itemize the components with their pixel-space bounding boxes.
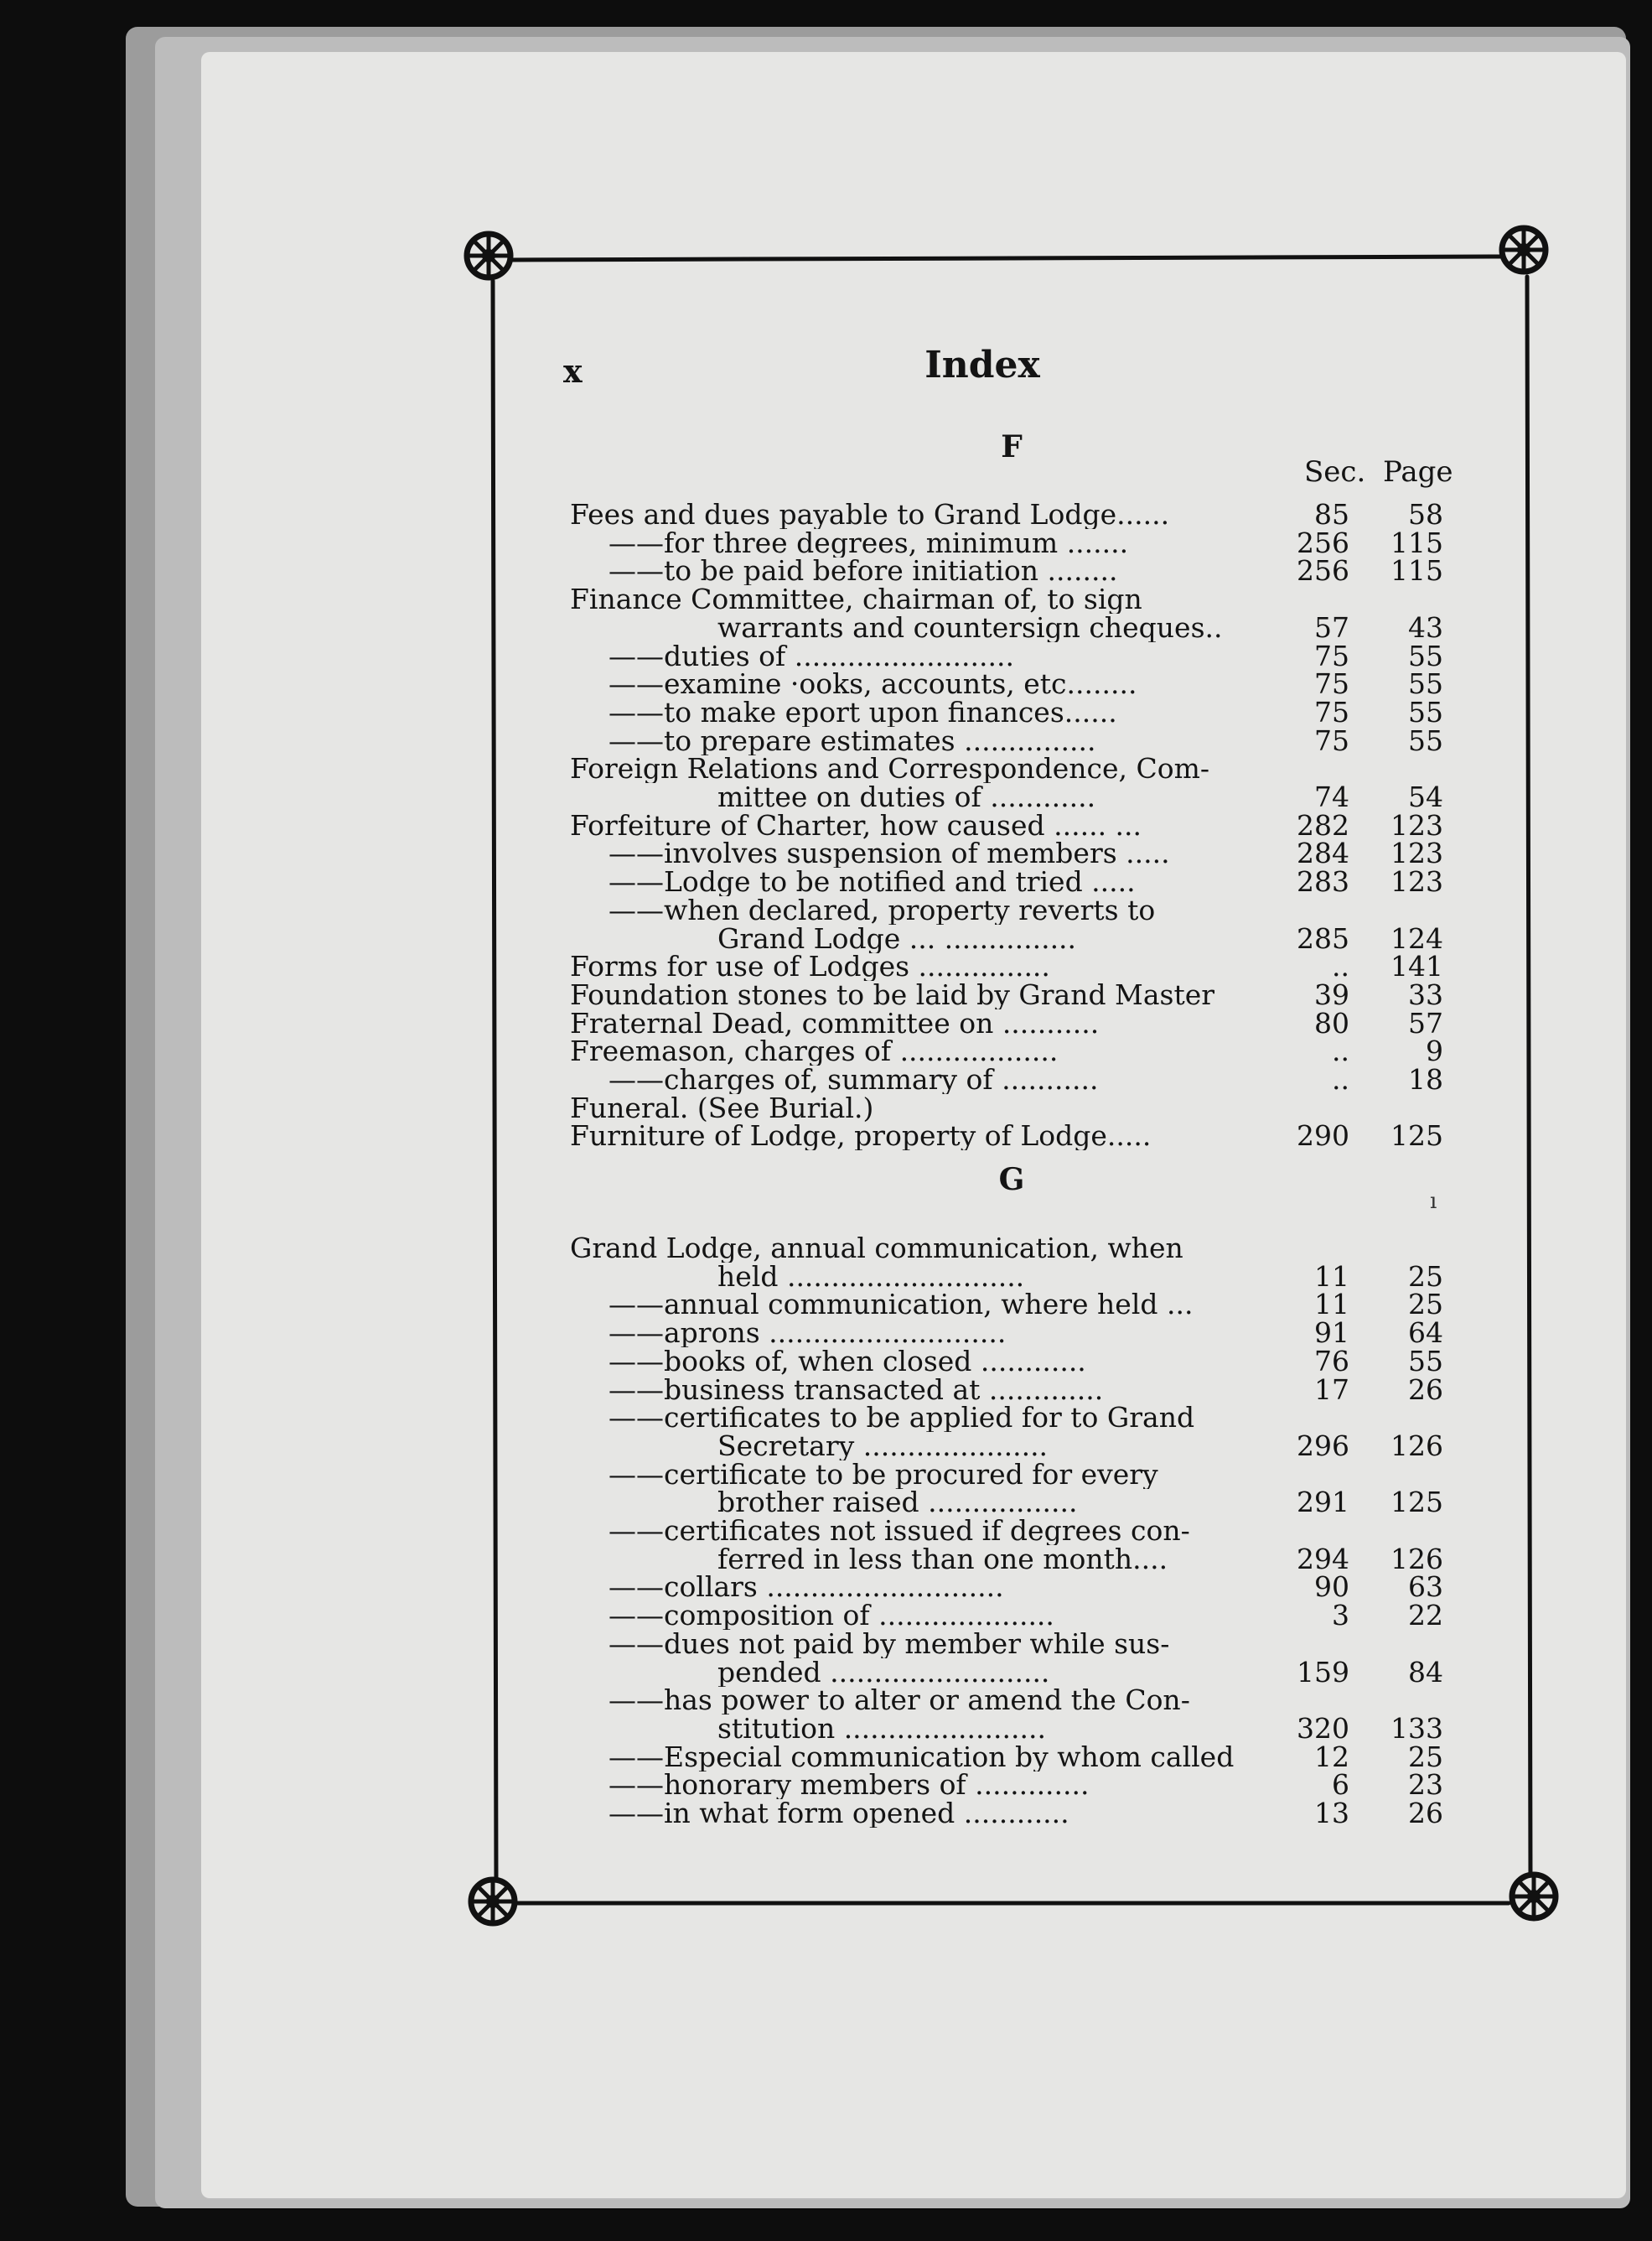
- index-entry-page-number: 57: [1408, 1006, 1443, 1040]
- index-entry: [570, 1316, 1467, 1350]
- index-entry-section-number: 57: [1314, 610, 1349, 644]
- index-entry: [570, 978, 1467, 1011]
- index-entry: [570, 1460, 1467, 1489]
- index-entry-page-number: 55: [1408, 695, 1443, 729]
- index-entry-text: ——certificates not issued if degrees con-: [608, 1517, 1190, 1545]
- index-entry-page-number: 25: [1408, 1288, 1443, 1321]
- index-entry-section-number: 284: [1297, 837, 1349, 870]
- index-entry: [570, 1119, 1467, 1153]
- index-entry: [570, 1601, 1467, 1630]
- index-entry: [570, 783, 1467, 812]
- index-entry: [570, 1006, 1467, 1040]
- index-entry-section-number: 12: [1314, 1740, 1349, 1773]
- index-entry-text: ——in what form opened ............: [608, 1799, 1069, 1828]
- index-entry: [570, 1290, 1467, 1319]
- index-entry: [570, 921, 1467, 955]
- index-entry: [570, 1234, 1467, 1263]
- page-header: [563, 344, 1401, 394]
- index-entry: [570, 1711, 1467, 1745]
- index-entry-text: warrants and countersign cheques..: [717, 613, 1223, 642]
- index-entry: [570, 1799, 1467, 1828]
- index-entry-text: ——involves suspension of members .....: [608, 839, 1170, 869]
- index-entry: [570, 896, 1467, 925]
- index-entry-page-number: 55: [1408, 724, 1443, 757]
- index-entry-text: Funeral. (See Burial.): [570, 1093, 874, 1123]
- index-entry-page-number: 23: [1408, 1768, 1443, 1802]
- index-entry: [570, 1372, 1467, 1406]
- index-entry-text: ——certificate to be procured for every: [608, 1460, 1158, 1489]
- index-entry-section-number: 17: [1314, 1372, 1349, 1406]
- index-entry-section-number: 80: [1314, 1006, 1349, 1040]
- index-entry-page-number: 125: [1390, 1486, 1443, 1519]
- index-entry-page-number: 64: [1408, 1316, 1443, 1350]
- index-entry-text: ——when declared, property reverts to: [608, 895, 1156, 925]
- index-entry-text: ——dues not paid by member while sus-: [608, 1629, 1170, 1658]
- index-entry-text: ——collars ...........................: [608, 1573, 1004, 1602]
- index-entry-page-number: 25: [1408, 1740, 1443, 1773]
- index-entry: [570, 639, 1467, 672]
- index-entry-page-number: 115: [1390, 526, 1443, 559]
- index-entry-text: held ...........................: [717, 1262, 1025, 1291]
- index-entry-section-number: 11: [1314, 1288, 1349, 1321]
- index-entry-section-number: 74: [1314, 781, 1349, 813]
- index-entry-section-number: 91: [1314, 1316, 1349, 1350]
- index-entry-text: mittee on duties of ............: [717, 783, 1096, 812]
- index-entry: [570, 1655, 1467, 1689]
- index-entry-section-number: ..: [1332, 1035, 1349, 1068]
- index-entry-section-number: 296: [1297, 1429, 1349, 1462]
- index-entry: [570, 1429, 1467, 1462]
- index-entry-page-number: 123: [1390, 808, 1443, 842]
- index-entry-text: ——to make eport upon finances......: [608, 698, 1117, 727]
- index-entry-section-number: 290: [1297, 1119, 1349, 1153]
- index-entry: [570, 1570, 1467, 1604]
- index-entry: [570, 808, 1467, 842]
- index-entry-page-number: 43: [1408, 610, 1443, 644]
- page-folio: x: [563, 352, 583, 390]
- index-entry-section-number: 76: [1314, 1344, 1349, 1377]
- index-entry: [570, 667, 1467, 701]
- index-entry: [570, 585, 1467, 614]
- index-entry: [570, 1037, 1467, 1066]
- index-entry-page-number: 33: [1408, 978, 1443, 1011]
- index-entry: [570, 724, 1467, 757]
- index-entry-page-number: 84: [1408, 1655, 1443, 1689]
- index-entry-text: Forms for use of Lodges ...............: [570, 952, 1050, 982]
- index-entry-text: ——duties of .........................: [608, 641, 1014, 671]
- index-entry-section-number: ..: [1332, 1063, 1349, 1096]
- index-entry-text: ——annual communication, where held ...: [608, 1290, 1194, 1320]
- index-entry-text: Finance Committee, chairman of, to sign: [570, 585, 1142, 615]
- index-entry-section-number: 283: [1297, 865, 1349, 899]
- index-entry: [570, 865, 1467, 899]
- index-entry-text: Freemason, charges of ..................: [570, 1037, 1059, 1066]
- index-entry-text: Secretary .....................: [717, 1431, 1049, 1460]
- index-entry: [570, 755, 1467, 783]
- index-entry-page-number: 123: [1390, 865, 1443, 899]
- index-entry-section-number: 282: [1297, 808, 1349, 842]
- index-entry-section-number: 75: [1314, 695, 1349, 729]
- index-entry-text: ferred in less than one month....: [717, 1544, 1168, 1574]
- index-entry-text: ——Lodge to be notified and tried .....: [608, 868, 1136, 897]
- index-entry: [570, 1542, 1467, 1575]
- index-entry-page-number: 125: [1390, 1119, 1443, 1153]
- index-entry: [570, 1488, 1467, 1517]
- index-entry-page-number: 22: [1408, 1599, 1443, 1632]
- index-entry-text: Foundation stones to be laid by Grand Master: [570, 980, 1215, 1009]
- index-entry-page-number: 133: [1390, 1711, 1443, 1745]
- index-entry: [570, 554, 1467, 588]
- index-entry-page-number: 18: [1408, 1063, 1443, 1096]
- index-entry-page-number: 55: [1408, 639, 1443, 672]
- index-entry-section-number: 159: [1297, 1655, 1349, 1689]
- index-entry: [570, 1517, 1467, 1545]
- index-entry: [570, 1686, 1467, 1714]
- index-entry: [570, 1768, 1467, 1802]
- stray-mark: ı: [1430, 1189, 1437, 1214]
- index-entry: [570, 1094, 1467, 1123]
- index-entry-text: ——books of, when closed ............: [608, 1346, 1086, 1376]
- section-letter-g: G: [998, 1162, 1025, 1197]
- section-letter-f: F: [1001, 429, 1023, 464]
- index-entry-text: stitution .......................: [717, 1714, 1046, 1743]
- index-entry-section-number: 3: [1332, 1599, 1349, 1632]
- index-entry: [570, 1403, 1467, 1432]
- index-entry-section-number: 11: [1314, 1259, 1349, 1293]
- index-entry-page-number: 26: [1408, 1372, 1443, 1406]
- index-entry-section-number: 13: [1314, 1797, 1349, 1829]
- index-entry-section-number: 291: [1297, 1486, 1349, 1519]
- column-header-page: Page: [1383, 455, 1453, 489]
- index-entry: [570, 695, 1467, 729]
- page-title: Index: [924, 344, 1040, 386]
- index-entry-text: ——to prepare estimates ...............: [608, 726, 1096, 755]
- index-entry: [570, 1259, 1467, 1293]
- index-entry-section-number: 294: [1297, 1542, 1349, 1575]
- index-entry-page-number: 123: [1390, 837, 1443, 870]
- index-entry-text: ——honorary members of .............: [608, 1771, 1090, 1800]
- index-entry-section-number: 6: [1332, 1768, 1349, 1802]
- index-entry-section-number: 39: [1314, 978, 1349, 1011]
- index-entry-page-number: 55: [1408, 1344, 1443, 1377]
- index-entry-page-number: 55: [1408, 667, 1443, 701]
- index-entry-text: Forfeiture of Charter, how caused ...... ...: [570, 811, 1142, 840]
- index-entry-section-number: 75: [1314, 724, 1349, 757]
- index-entry-page-number: 25: [1408, 1259, 1443, 1293]
- index-entry-section-number: ..: [1332, 950, 1349, 983]
- index-entry-section-number: 256: [1297, 554, 1349, 588]
- index-entry-text: Grand Lodge, annual communication, when: [570, 1234, 1183, 1263]
- index-entry-text: Fees and dues payable to Grand Lodge......: [570, 501, 1170, 529]
- index-entry-section-number: 85: [1314, 498, 1349, 531]
- index-entry-text: Grand Lodge ... ...............: [717, 924, 1077, 953]
- index-entry: [570, 1630, 1467, 1658]
- index-entry: [570, 498, 1467, 531]
- index-entry-text: pended .........................: [717, 1657, 1050, 1687]
- index-entry: [570, 610, 1467, 644]
- column-header-sec: Sec.: [1304, 455, 1366, 489]
- index-entry: [570, 1063, 1467, 1096]
- index-entry-section-number: 90: [1314, 1570, 1349, 1604]
- index-entry-text: ——to be paid before initiation ........: [608, 557, 1118, 586]
- index-entry-page-number: 9: [1426, 1035, 1443, 1068]
- index-entry-text: ——examine ·ooks, accounts, etc........: [608, 670, 1137, 699]
- index-entry-page-number: 115: [1390, 554, 1443, 588]
- index-entry-text: ——has power to alter or amend the Con-: [608, 1686, 1190, 1715]
- index-entry-page-number: 124: [1390, 921, 1443, 955]
- index-entry: [570, 1740, 1467, 1773]
- index-entry-text: Foreign Relations and Correspondence, Com-: [570, 755, 1210, 784]
- index-entry-text: Furniture of Lodge, property of Lodge.....: [570, 1122, 1152, 1151]
- index-entry-text: ——business transacted at .............: [608, 1375, 1104, 1404]
- index-entry-page-number: 54: [1408, 781, 1443, 813]
- index-entry-section-number: 285: [1297, 921, 1349, 955]
- index-entry-text: ——certificates to be applied for to Grand: [608, 1403, 1195, 1433]
- index-entry-page-number: 126: [1390, 1542, 1443, 1575]
- index-entry-section-number: 75: [1314, 639, 1349, 672]
- index-entry: [570, 952, 1467, 981]
- index-entry-text: ——charges of, summary of ...........: [608, 1066, 1099, 1094]
- index-entry-page-number: 58: [1408, 498, 1443, 531]
- index-entry-text: Fraternal Dead, committee on ...........: [570, 1009, 1100, 1038]
- index-entry-page-number: 26: [1408, 1797, 1443, 1829]
- index-entry-text: ——aprons ...........................: [608, 1319, 1007, 1348]
- index-entry-page-number: 126: [1390, 1429, 1443, 1462]
- index-entry-page-number: 141: [1390, 950, 1443, 983]
- index-entry: [570, 1344, 1467, 1377]
- index-entry-section-number: 256: [1297, 526, 1349, 559]
- index-entry-text: ——composition of ....................: [608, 1601, 1054, 1631]
- index-entry-text: brother raised .................: [717, 1488, 1078, 1517]
- index-entry: [570, 526, 1467, 559]
- index-entry-text: ——Especial communication by whom called: [608, 1742, 1235, 1772]
- index-entry-text: ——for three degrees, minimum .......: [608, 528, 1129, 558]
- index-entry-page-number: 63: [1408, 1570, 1443, 1604]
- index-entry-section-number: 320: [1297, 1711, 1349, 1745]
- index-entry-section-number: 75: [1314, 667, 1349, 701]
- index-entry: [570, 839, 1467, 868]
